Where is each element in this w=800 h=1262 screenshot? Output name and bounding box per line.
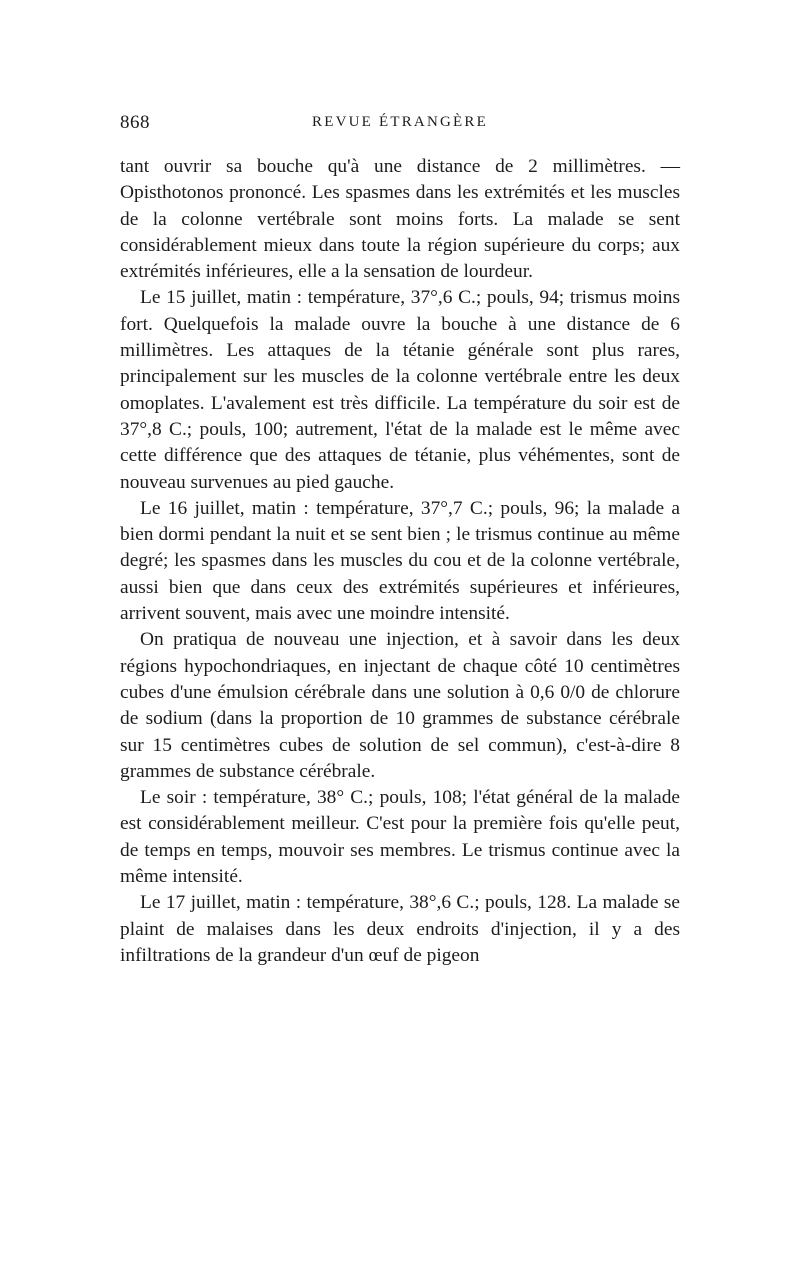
running-head [120, 112, 680, 142]
paragraph-continuation: tant ouvrir sa bouche qu'à une distance de 2 millimètres. — Opisthotonos prononcé. Les spasmes dans les extrémités et les muscles de la colonne vertébrale sont moins forts. La malade se sent considérablement mieux dans toute la région supérieure du corps; aux extrémités inférieures, elle a la sensation de lourdeur. [120, 156, 680, 283]
journal-title: REVUE ÉTRANGÈRE [312, 114, 488, 130]
paragraph-evening: Le soir : température, 38° C.; pouls, 108; l'état général de la malade est considérablement meilleur. C'est pour la première fois qu'elle peut, de temps en temps, mouvoir ses membres. Le trismus continue avec la même intensité. [120, 787, 680, 888]
body-text [120, 154, 680, 969]
book-page [120, 112, 680, 969]
paragraph-july-17: Le 17 juillet, matin : température, 38°,6 C.; pouls, 128. La malade se plaint de malaises dans les deux endroits d'injection, il y a des infiltrations de la grandeur d'un œuf de pigeon [120, 892, 680, 966]
paragraph-injection: On pratiqua de nouveau une injection, et à savoir dans les deux régions hypochondriaques, en injectant de chaque côté 10 centimètres cubes d'une émulsion cérébrale dans une solution à 0,6 0/0 de chlorure de sodium (dans la proportion de 10 grammes de substance cérébrale sur 15 centimètres cubes de solution de sel commun), c'est-à-dire 8 grammes de substance cérébrale. [120, 629, 680, 782]
paragraph-july-16: Le 16 juillet, matin : température, 37°,7 C.; pouls, 96; la malade a bien dormi pendant la nuit et se sent bien ; le trismus continue au même degré; les spasmes dans les muscles du cou et de la colonne vertébrale, aussi bien que dans ceux des extrémités supérieures et inférieures, arrivent souvent, mais avec une moindre intensité. [120, 497, 680, 625]
paragraph-july-15: Le 15 juillet, matin : température, 37°,6 C.; pouls, 94; trismus moins fort. Quelquefois la malade ouvre la bouche à une distance de 6 millimètres. Les attaques de la tétanie générale sont plus rares, principalement sur les muscles de la colonne vertébrale entre les deux omoplates. L'avalement est très difficile. La température du soir est de 37°,8 C.; pouls, 100; autrement, l'état de la malade est le même avec cette différence que des attaques de tétanie, plus véhémentes, sont de nouveau survenues au pied gauche. [120, 287, 680, 493]
page-number: 868 [120, 112, 150, 133]
